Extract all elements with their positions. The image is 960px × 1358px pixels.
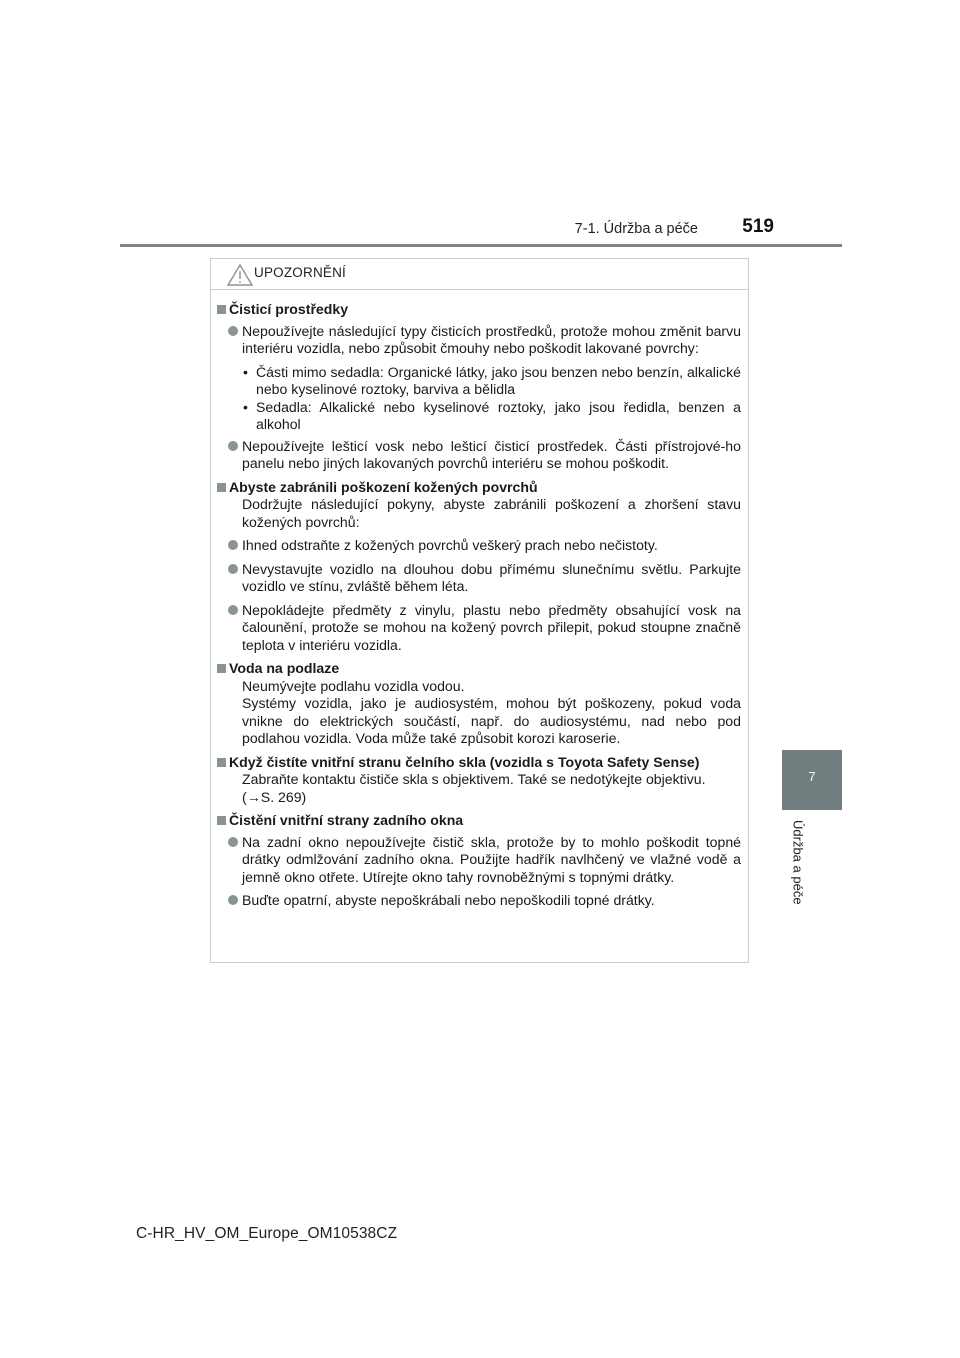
bullet-dot-icon — [228, 326, 238, 336]
paragraph: Neumývejte podlahu vozidla vodou. — [242, 677, 465, 694]
page-header — [0, 0, 960, 250]
sub-item: • Sedadla: Alkalické nebo kyselinové roztoky, jako jsou ředidla, benzen a alkohol — [211, 399, 748, 434]
list-item: Nevystavujte vozidlo na dlouhou dobu přímému slunečnímu světlu. Parkujte vozidlo ve stínu, zvláště během léta. — [211, 561, 748, 596]
chapter-number: 7 — [808, 769, 816, 784]
heading-floor: Voda na podlaze — [211, 660, 748, 678]
sub-item: • Části mimo sedadla: Organické látky, jako jsou benzen nebo benzín, alkalické nebo kyselinové roztoky, barviva a bělidla — [211, 364, 748, 399]
chapter-label: Údržba a péče — [790, 820, 806, 905]
warning-triangle-icon — [226, 263, 254, 287]
list-item: Nepoužívejte lešticí vosk nebo lešticí čisticí prostředek. Části přístrojové-ho panelu nebo jiných lakovaných povrchů interiéru se mohou poškodit. — [211, 438, 748, 473]
list-item: Nepoužívejte následující typy čisticích prostředků, protože mohou změnit barvu interiéru vozidla, nebo způsobit čmouhy nebo poškodit lakované povrchy: — [211, 323, 748, 358]
list-item: Ihned odstraňte z kožených povrchů veškerý prach nebo nečistoty. — [211, 537, 748, 555]
bullet-dot-icon — [228, 564, 238, 574]
heading-leather: Abyste zabránili poškození kožených povrchů — [211, 479, 748, 497]
warning-box — [210, 258, 749, 963]
heading-rear-window: Čistění vnitřní strany zadního okna — [211, 812, 748, 830]
header-divider — [120, 244, 842, 247]
paragraph: Systémy vozidla, jako je audiosystém, mohou být poškozeny, pokud voda vnikne do elektrických součástí, např. do audiosystému, nad nebo pod podlahou vozidla. Voda může také způsobit korozi karoserie. — [242, 695, 741, 746]
document-code: C-HR_HV_OM_Europe_OM10538CZ — [136, 1225, 398, 1242]
bullet-dot-icon — [228, 540, 238, 550]
warning-content — [211, 297, 748, 910]
warning-header — [211, 259, 748, 290]
paragraph: Dodržujte následující pokyny, abyste zabránili poškození a zhoršení stavu kožených povrchů: — [242, 496, 741, 530]
page-number: 519 — [742, 216, 774, 237]
heading-cleaners: Čisticí prostředky — [211, 301, 748, 319]
heading-windshield: Když čistíte vnitřní stranu čelního skla (vozidla s Toyota Safety Sense) — [211, 754, 748, 772]
list-item: Buďte opatrní, abyste nepoškrábali nebo nepoškodili topné drátky. — [211, 892, 748, 910]
bullet-dot-icon — [228, 837, 238, 847]
chapter-side-label — [783, 820, 813, 940]
bullet-dot-icon — [228, 605, 238, 615]
chapter-tab[interactable] — [782, 750, 842, 810]
bullet-dot-icon — [228, 895, 238, 905]
list-item: Na zadní okno nepoužívejte čistič skla, protože by to mohlo poškodit topné drátky odmlžování zadního okna. Použijte hadřík navlhčený ve vlažné vodě a jemně okno otřete. Utírejte okno tahy rovnoběžnými s topnými drátky. — [211, 834, 748, 887]
warning-title: UPOZORNĚNÍ — [254, 265, 347, 280]
paragraph: Zabraňte kontaktu čističe skla s objektivem. Také se nedotýkejte objektivu. — [242, 771, 706, 787]
list-item: Nepokládejte předměty z vinylu, plastu nebo předměty obsahující vosk na čalounění, protože se mohou na kožený povrch přilepit, pokud stoupne značně teplota v interiéru vozidla. — [211, 602, 748, 655]
page-reference-link[interactable]: (→S. 269) — [242, 788, 307, 805]
section-title: 7-1. Údržba a péče — [574, 221, 698, 237]
bullet-dot-icon — [228, 441, 238, 451]
